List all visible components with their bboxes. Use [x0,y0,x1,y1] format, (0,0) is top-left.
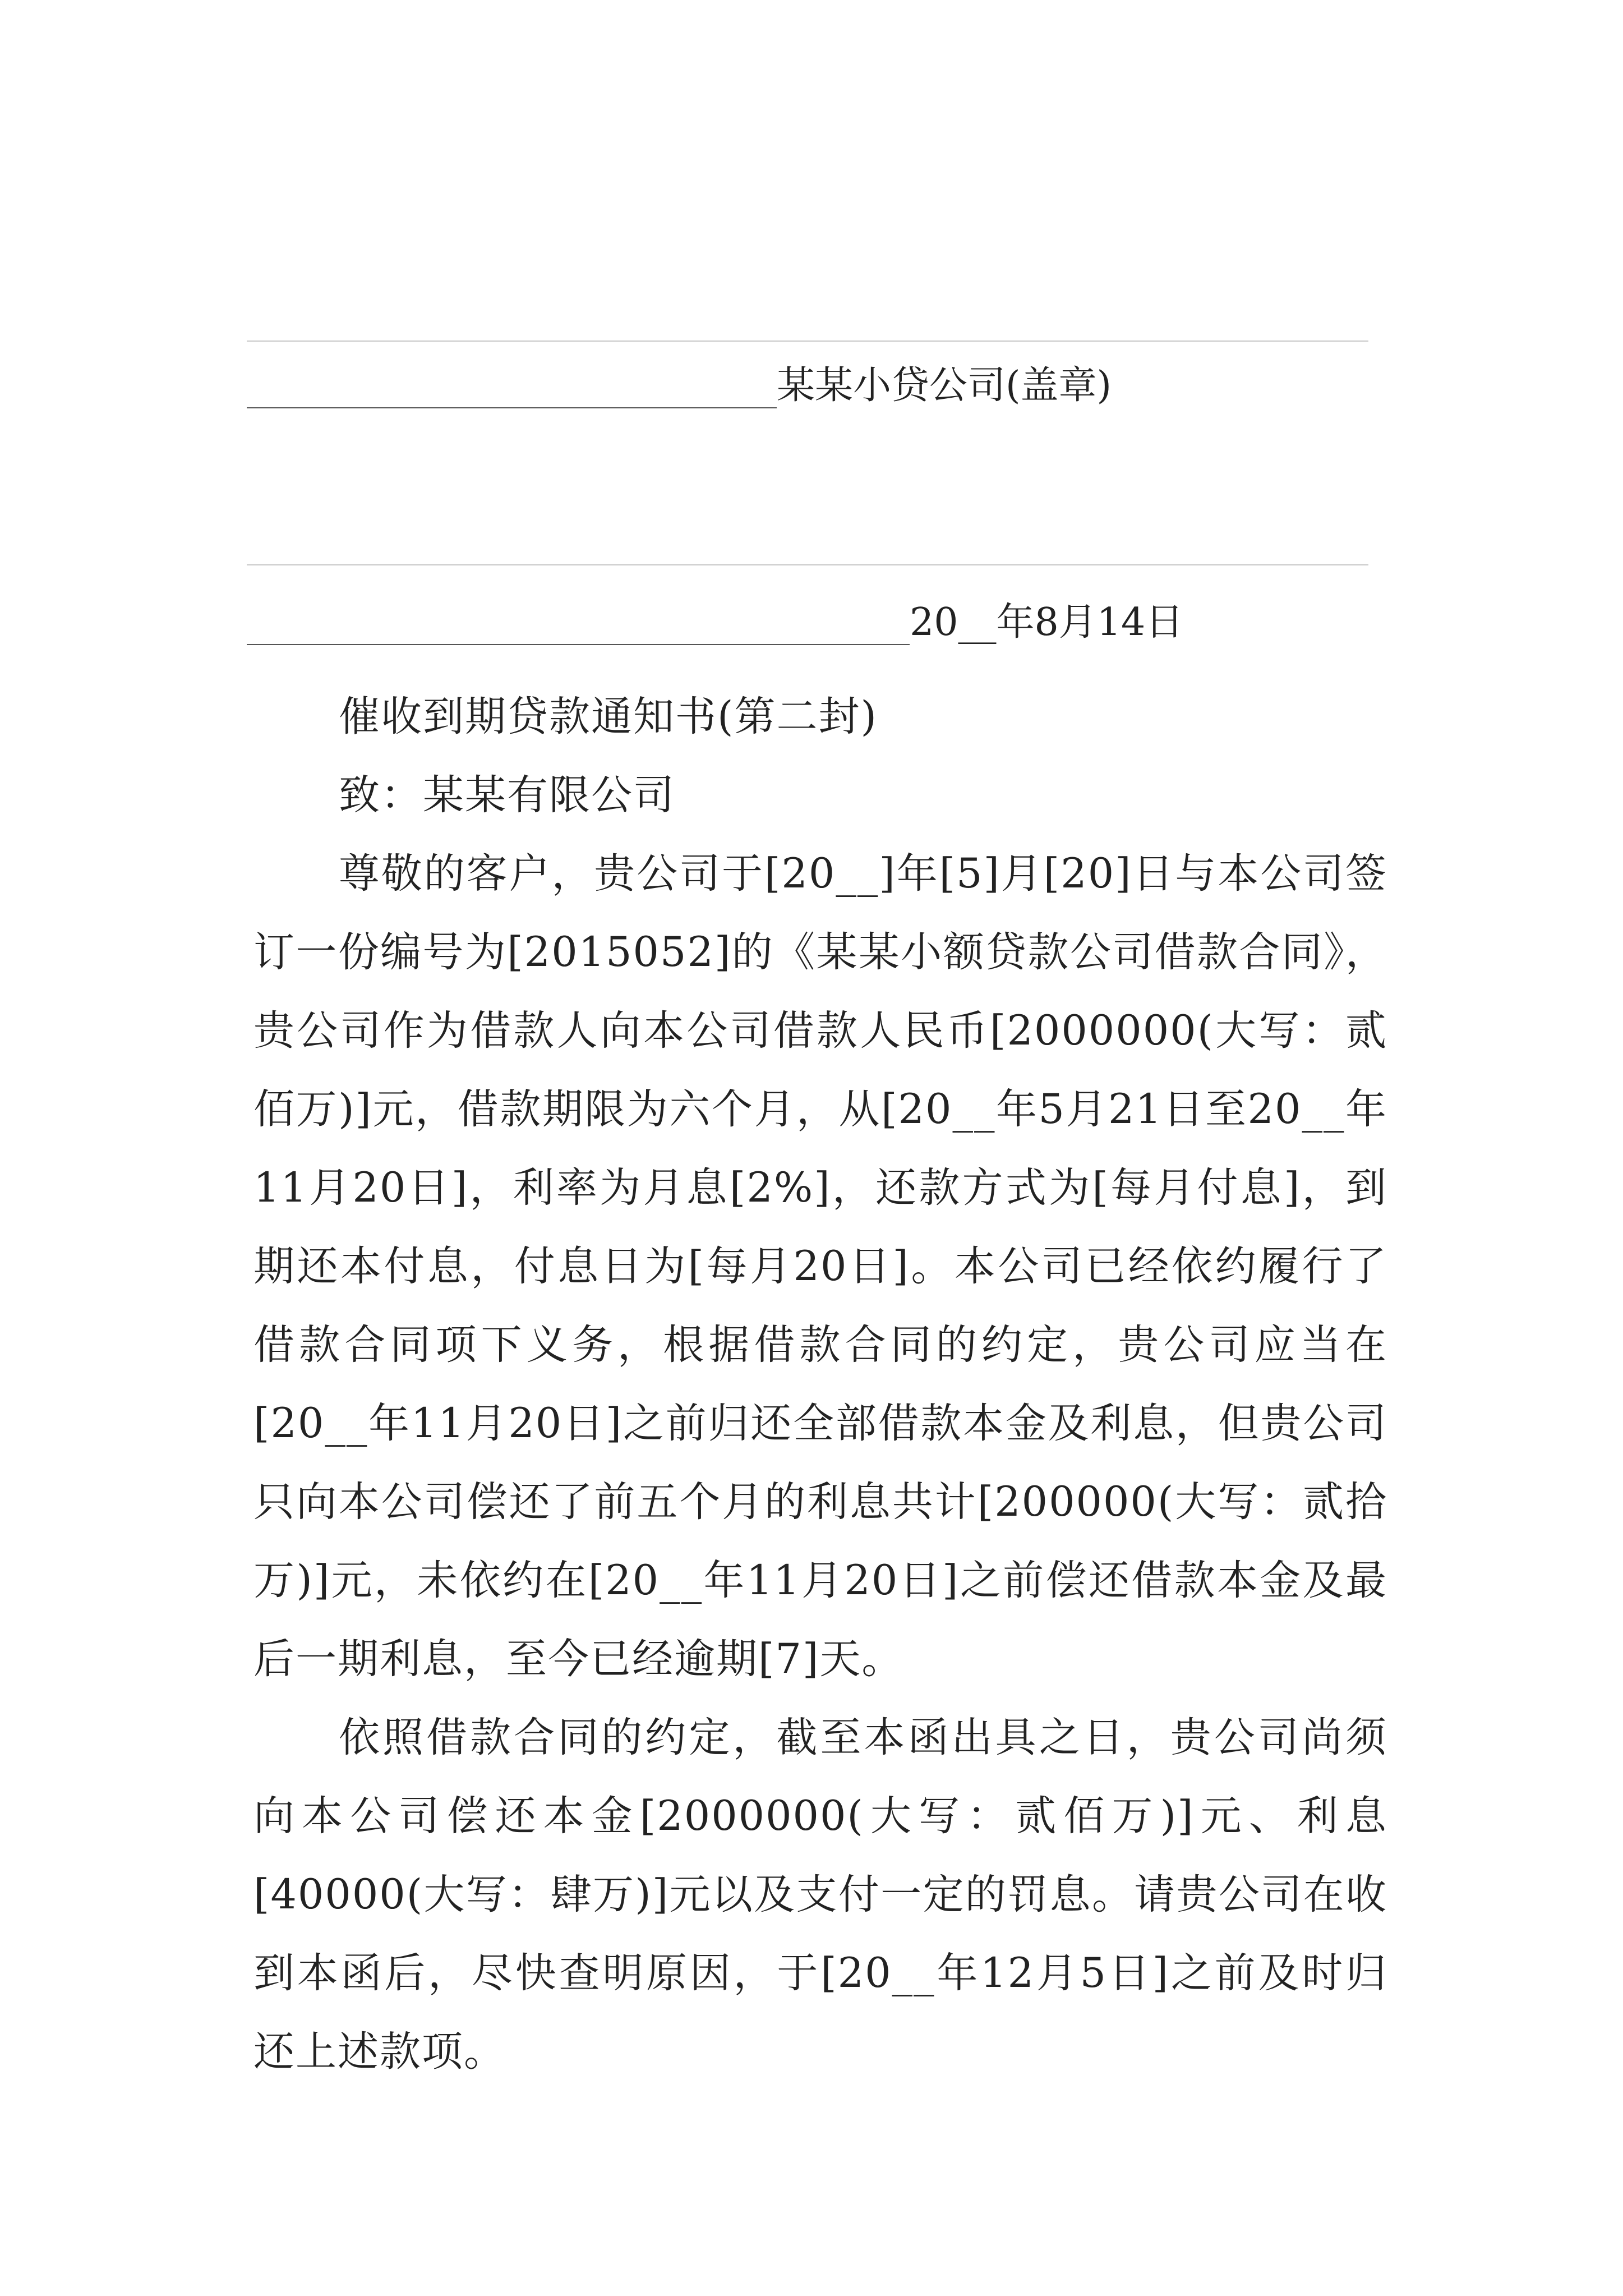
notice-addressee: 致：某某有限公司 [339,771,675,819]
notice-paragraph: 尊敬的客户，贵公司于[20__]年[5]月[20]日与本公司签订一份编号为[2015052]的《某某小额贷款公司借款合同》，贵公司作为借款人向本公司借款人民币[2000000(大写：贰佰万)]元，借款期限为六个月，从[20__年5月21日至20__年11月20日]，利率为月息[2%]，还款方式为[每月付息]，到期还本付息，付息日为[每月20日]。本公司已经依约履行了借款合同项下义务，根据借款合同的约定，贵公司应当在[20__年11月20日]之前归还全部借款本金及利息，但贵公司只向本公司偿还了前五个月的利息共计[200000(大写：贰拾万)]元，未依约在[20__年11月20日]之前偿还借款本金及最后一期利息，至今已经逾期[7]天。 [253,850,1387,1683]
notice-paragraph: 依照借款合同的约定，截至本函出具之日，贵公司尚须向本公司偿还本金[2000000(大写：贰佰万)]元、利息[40000(大写：肆万)]元以及支付一定的罚息。请贵公司在收到本函后，尽快查明原因，于[20__年12月5日]之前及时归还上述款项。 [253,1714,1387,2076]
separator-line [247,564,1368,565]
company-seal-text: 某某小贷公司(盖章) [777,364,1112,408]
separator-line [247,341,1368,342]
date-blank [247,606,910,645]
notice-title: 催收到期贷款通知书(第二封) [339,693,878,740]
signature-date: 20__年8月14日 [910,600,1184,645]
notice-body [253,678,1387,2091]
company-signature-line [247,364,1112,408]
signature-blank [247,369,777,408]
date-signature-line [247,600,1183,645]
